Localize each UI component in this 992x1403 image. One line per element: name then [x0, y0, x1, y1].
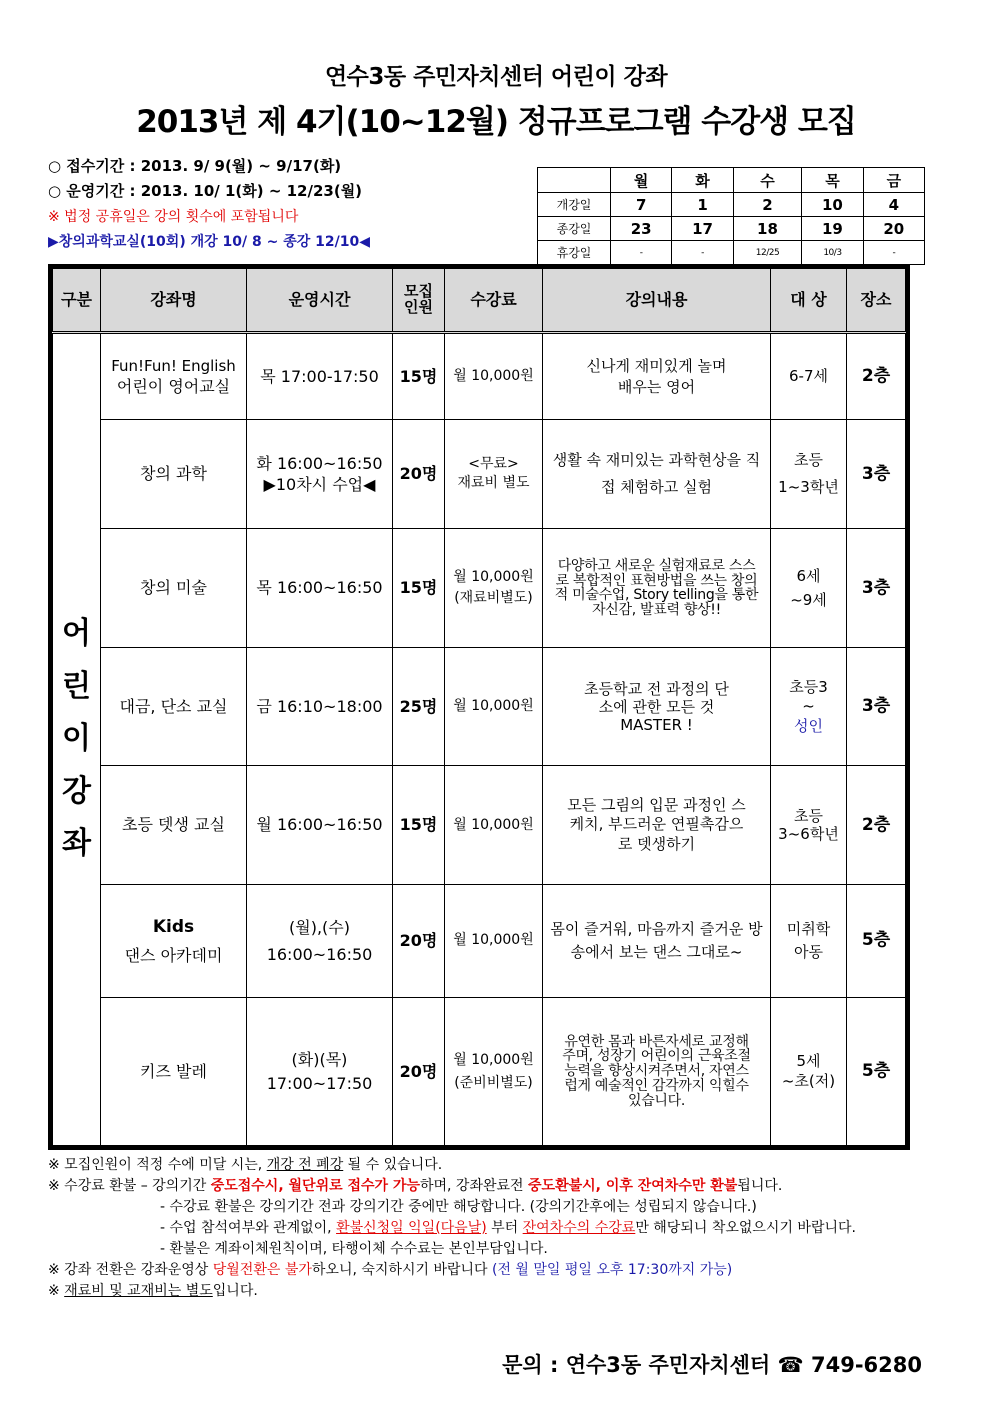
course-name: 초등 뎃생 교실 [101, 766, 247, 884]
day-header: 금 [863, 168, 924, 193]
course-time: 목 17:00-17:50 [247, 333, 393, 420]
course-target: 초등3 ~ 성인 [771, 648, 847, 766]
schedule-row-off [538, 241, 925, 265]
course-name: 창의 미술 [101, 529, 247, 648]
course-count: 20명 [393, 998, 445, 1146]
table-row [53, 529, 906, 648]
course-target: 미취학 아동 [771, 884, 847, 997]
course-fee: 월 10,000원 (준비비별도) [445, 998, 543, 1146]
schedule-cell: 10 [802, 193, 863, 217]
course-location: 3층 [847, 529, 906, 648]
course-fee: 월 10,000원 (재료비별도) [445, 529, 543, 648]
column-header: 장소 [847, 269, 906, 333]
subtitle: 연수3동 주민자치센터 어린이 강좌 [324, 64, 668, 90]
table-row [53, 884, 906, 997]
row-label: 개강일 [538, 193, 611, 217]
course-table [52, 268, 906, 1146]
note-transfer: ※ 강좌 전환은 강좌운영상 당월전환은 불가하오니, 숙지하시기 바랍니다 (전 월 말일 평일 오후 17:30까지 가능) [48, 1262, 733, 1278]
course-fee: <무료> 재료비 별도 [445, 420, 543, 529]
course-time: 금 16:10~18:00 [247, 648, 393, 766]
course-count: 15명 [393, 766, 445, 884]
column-header: 대 상 [771, 269, 847, 333]
course-time: (월),(수) 16:00~16:50 [247, 884, 393, 997]
note-refund-period: - 수강료 환불은 강의기간 전과 강의기간 중에만 해당합니다. (강의기간후에는 성립되지 않습니다.) [160, 1199, 757, 1215]
schedule-cell: 12/25 [733, 241, 802, 265]
note-closing: ※ 모집인원이 적정 수에 미달 시는, 개강 전 폐강 될 수 있습니다. [48, 1157, 443, 1173]
note-refund-transfer: - 환불은 계좌이체원칙이며, 타행이체 수수료는 본인부담입니다. [160, 1241, 548, 1257]
day-header: 목 [802, 168, 863, 193]
category-cell: 어린이강좌 [53, 333, 101, 1146]
schedule-row-end [538, 217, 925, 241]
course-count: 15명 [393, 333, 445, 420]
course-description: 생활 속 재미있는 과학현상을 직접 체험하고 실험 [543, 420, 771, 529]
column-header: 모집인원 [393, 269, 445, 333]
day-header: 월 [611, 168, 672, 193]
course-description: 다양하고 새로운 실험재료로 스스로 복합적인 표현방법을 쓰는 창의적 미술수업, Story telling을 통한 자신감, 발표력 향상!! [543, 529, 771, 648]
course-count: 25명 [393, 648, 445, 766]
holiday-note: ※ 법정 공휴일은 강의 횟수에 포함됩니다 [48, 209, 299, 225]
table-header-row [53, 269, 906, 333]
course-description: 몸이 즐거워, 마음까지 즐거운 방송에서 보는 댄스 그대로~ [543, 884, 771, 997]
course-name: Kids 댄스 아카데미 [101, 884, 247, 997]
table-row [53, 333, 906, 420]
course-target: 5세 ~초(저) [771, 998, 847, 1146]
course-name: Fun!Fun! English 어린이 영어교실 [101, 333, 247, 420]
page-title: 2013년 제 4기(10~12월) 정규프로그램 수강생 모집 [136, 104, 856, 140]
course-location: 2층 [847, 333, 906, 420]
course-description: 유연한 몸과 바른자세로 교정해주며, 성장기 어린이의 근육조절능력을 향상시켜주면서, 자연스럽게 예술적인 감각까지 익힐수 있습니다. [543, 998, 771, 1146]
schedule-table [537, 167, 925, 265]
day-header: 수 [733, 168, 802, 193]
schedule-header-row [538, 168, 925, 193]
course-description: 모든 그림의 입문 과정인 스케치, 부드러운 연필촉감으로 뎃생하기 [543, 766, 771, 884]
course-location: 3층 [847, 648, 906, 766]
schedule-cell: 18 [733, 217, 802, 241]
course-description: 신나게 재미있게 놀며 배우는 영어 [543, 333, 771, 420]
table-row [53, 998, 906, 1146]
schedule-row-start [538, 193, 925, 217]
column-header: 강좌명 [101, 269, 247, 333]
course-table-wrapper [48, 264, 910, 1150]
note-refund: ※ 수강료 환불 – 강의기간 중도접수시, 월단위로 접수가 가능하며, 강좌완료전 중도환불시, 이후 잔여차수만 환불됩니다. [48, 1178, 783, 1194]
course-location: 3층 [847, 420, 906, 529]
table-row [53, 420, 906, 529]
note-refund-rule: - 수업 참석여부와 관계없이, 환불신청일 익일(다음날) 부터 잔여차수의 수강료만 해당되니 착오없으시기 바랍니다. [160, 1220, 856, 1236]
schedule-cell: - [863, 241, 924, 265]
course-target: 초등 3~6학년 [771, 766, 847, 884]
course-name: 대금, 단소 교실 [101, 648, 247, 766]
column-header: 운영시간 [247, 269, 393, 333]
row-label: 종강일 [538, 217, 611, 241]
schedule-cell: - [672, 241, 733, 265]
schedule-cell: 2 [733, 193, 802, 217]
course-location: 5층 [847, 998, 906, 1146]
course-location: 5층 [847, 884, 906, 997]
schedule-cell: 17 [672, 217, 733, 241]
course-count: 15명 [393, 529, 445, 648]
day-header: 화 [672, 168, 733, 193]
course-time: 화 16:00~16:50 ▶10차시 수업◀ [247, 420, 393, 529]
course-target: 초등 1~3학년 [771, 420, 847, 529]
course-fee: 월 10,000원 [445, 333, 543, 420]
column-header: 수강료 [445, 269, 543, 333]
contact-info: 문의 : 연수3동 주민자치센터 ☎ 749-6280 [502, 1353, 922, 1377]
column-header: 구분 [53, 269, 101, 333]
course-location: 2층 [847, 766, 906, 884]
schedule-cell: 19 [802, 217, 863, 241]
science-class-note: ▶창의과학교실(10회) 개강 10/ 8 ~ 종강 12/10◀ [48, 234, 370, 250]
course-target: 6세 ~9세 [771, 529, 847, 648]
course-fee: 월 10,000원 [445, 884, 543, 997]
course-time: 월 16:00~16:50 [247, 766, 393, 884]
notes-section [48, 1155, 948, 1302]
row-label: 휴강일 [538, 241, 611, 265]
schedule-cell: - [611, 241, 672, 265]
course-description: 초등학교 전 과정의 단소에 관한 모든 것 MASTER ! [543, 648, 771, 766]
course-fee: 월 10,000원 [445, 766, 543, 884]
reception-period: ○ 접수기간 : 2013. 9/ 9(월) ~ 9/17(화) [48, 157, 342, 175]
note-materials: ※ 재료비 및 교재비는 별도입니다. [48, 1283, 258, 1299]
operation-period: ○ 운영기간 : 2013. 10/ 1(화) ~ 12/23(월) [48, 182, 363, 200]
course-count: 20명 [393, 884, 445, 997]
course-count: 20명 [393, 420, 445, 529]
course-time: (화)(목) 17:00~17:50 [247, 998, 393, 1146]
column-header: 강의내용 [543, 269, 771, 333]
schedule-cell: 10/3 [802, 241, 863, 265]
schedule-cell: 23 [611, 217, 672, 241]
course-name: 키즈 발레 [101, 998, 247, 1146]
schedule-cell: 7 [611, 193, 672, 217]
schedule-cell: 4 [863, 193, 924, 217]
table-row [53, 648, 906, 766]
course-target: 6-7세 [771, 333, 847, 420]
table-row [53, 766, 906, 884]
schedule-cell: 1 [672, 193, 733, 217]
course-time: 목 16:00~16:50 [247, 529, 393, 648]
course-name: 창의 과학 [101, 420, 247, 529]
course-fee: 월 10,000원 [445, 648, 543, 766]
schedule-cell: 20 [863, 217, 924, 241]
